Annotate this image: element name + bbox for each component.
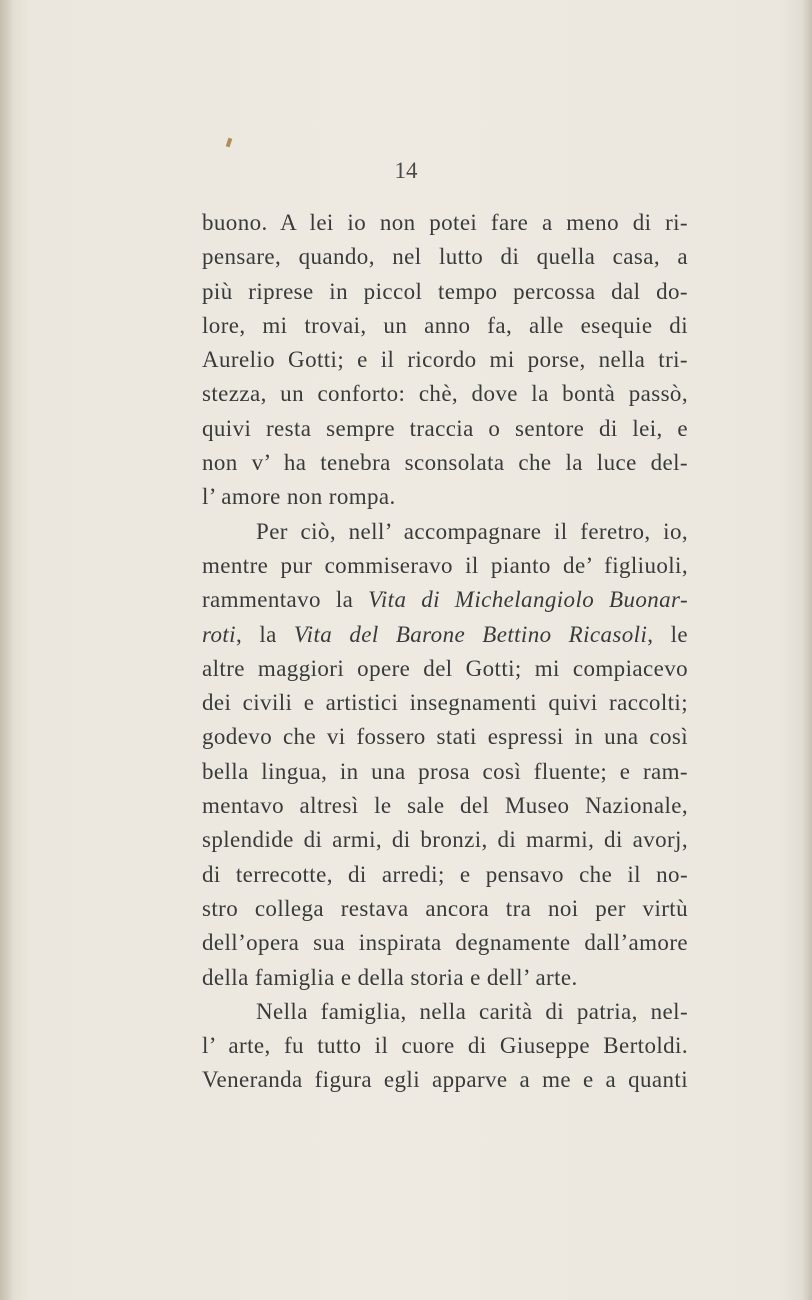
text-line [202, 995, 688, 1029]
text-run: splendide di armi, di bronzi, di marmi, di avorj, [202, 827, 688, 853]
text-run: lore, mi trovai, un anno fa, alle esequie di [202, 312, 688, 338]
text-run: godevo che vi fossero stati espressi in una così [202, 724, 688, 750]
text-line [202, 789, 688, 823]
page-number: 14 [394, 158, 418, 183]
page-edge-shadow [0, 0, 14, 1300]
text-run: non v’ ha tenebra sconsolata che la luce del- [202, 450, 688, 476]
text-line [202, 549, 688, 583]
text-run: l’ amore non rompa. [202, 484, 396, 510]
text-line [202, 1029, 688, 1063]
text-line [202, 583, 688, 617]
text-line [202, 206, 688, 240]
text-run: Nella famiglia, nella carità di patria, nel- [256, 998, 688, 1024]
text-line [202, 618, 688, 652]
text-line [202, 720, 688, 754]
text-line [202, 240, 688, 274]
book-title-italic: roti [202, 621, 236, 647]
text-run: dei civili e artistici insegnamenti quivi raccolti; [202, 690, 688, 716]
text-run: rammentavo la [202, 587, 369, 613]
text-line [202, 686, 688, 720]
text-run: bella lingua, in una prosa così fluente; e ram- [202, 758, 688, 784]
text-run: della famiglia e della storia e dell’ arte. [202, 964, 578, 990]
text-run: altre maggiori opere del Gotti; mi compiacevo [202, 655, 688, 681]
text-run: Aurelio Gotti; e il ricordo mi porse, nella tri- [202, 347, 688, 373]
text-line [202, 926, 688, 960]
text-line [202, 858, 688, 892]
text-line [202, 412, 688, 446]
text-run: l’ arte, fu tutto il cuore di Giuseppe Bertoldi. [202, 1033, 688, 1059]
text-line [202, 823, 688, 857]
ink-speck [226, 138, 233, 148]
text-run: Veneranda figura egli apparve a me e a quanti [202, 1067, 688, 1093]
text-line [202, 343, 688, 377]
book-title-italic: Vita di Michelangiolo Buonar- [368, 587, 689, 613]
text-run: quivi resta sempre traccia o sentore di lei, e [202, 415, 688, 441]
body-text [202, 206, 688, 1098]
text-line [202, 755, 688, 789]
text-line [202, 961, 688, 995]
text-run: pensare, quando, nel lutto di quella casa, a [202, 244, 688, 270]
text-run: mentre pur commiseravo il pianto de’ figliuoli, [202, 552, 688, 578]
text-line [202, 1063, 688, 1097]
book-title-italic: Vita del Barone Bettino Ricasoli [293, 621, 648, 647]
text-run: stezza, un conforto: chè, dove la bontà passò, [202, 381, 688, 407]
text-line [202, 515, 688, 549]
text-run: buono. A lei io non potei fare a meno di ri- [202, 210, 688, 235]
text-line [202, 309, 688, 343]
page-edge-shadow [802, 0, 812, 1300]
text-line [202, 377, 688, 411]
text-line [202, 652, 688, 686]
text-line [202, 446, 688, 480]
text-line [202, 892, 688, 926]
text-run: , le [647, 621, 689, 647]
text-run: più riprese in piccol tempo percossa dal do- [202, 278, 688, 304]
text-run: di terrecotte, di arredi; e pensavo che il no- [202, 861, 688, 887]
text-run: dell’opera sua inspirata degnamente dall’amore [202, 930, 688, 956]
text-run: Per ciò, nell’ accompagnare il feretro, io, [256, 518, 688, 544]
text-line [202, 275, 688, 309]
text-run: , la [235, 621, 294, 647]
text-line [202, 480, 688, 514]
text-run: mentavo altresì le sale del Museo Nazionale, [202, 793, 688, 819]
text-run: stro collega restava ancora tra noi per virtù [202, 895, 688, 921]
